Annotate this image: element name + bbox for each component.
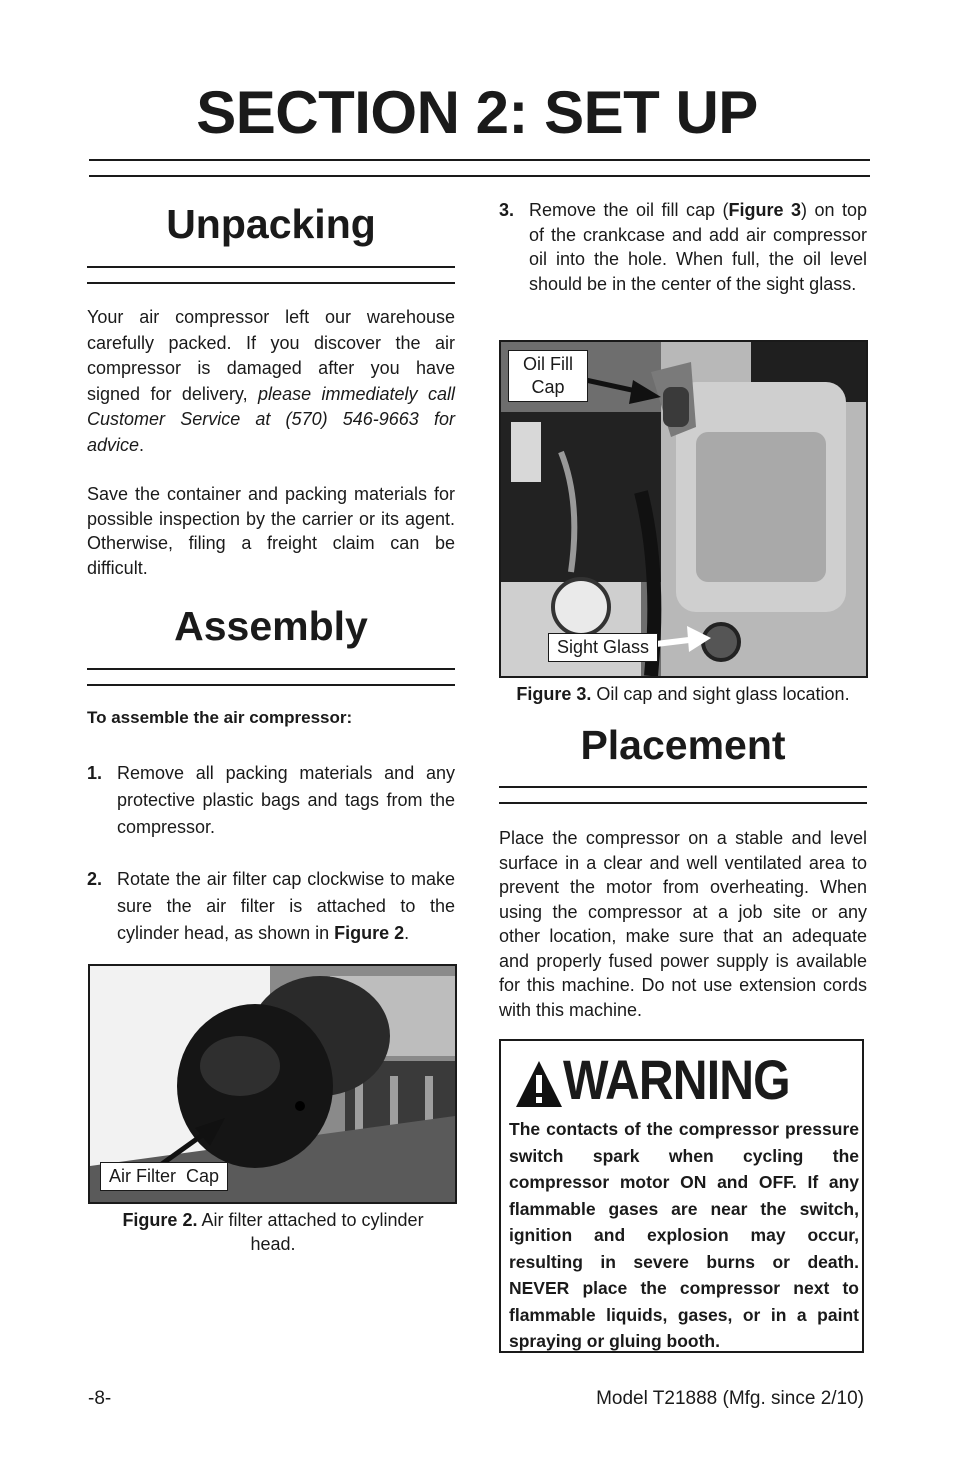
warning-box xyxy=(499,1039,864,1353)
step-text-main: Rotate the air filter cap clockwise to make sure the air filter is attached to the cylinder head, as shown in xyxy=(117,869,455,943)
figure-3-reference: Figure 3 xyxy=(728,200,801,220)
figure-3-caption xyxy=(499,682,867,706)
step-text xyxy=(529,198,867,296)
assembly-rule-top xyxy=(87,668,455,670)
placement-rule-bottom xyxy=(499,802,867,804)
step-text xyxy=(117,866,455,947)
step-text: Remove all packing materials and any protective plastic bags and tags from the compressor. xyxy=(117,763,455,837)
unpacking-rule-bottom xyxy=(87,282,455,284)
figure-2-caption-text: Air filter attached to cylinder head. xyxy=(197,1210,424,1254)
customer-service-note: please immediately call Customer Service at (570) 546-9663 for advice xyxy=(87,383,455,455)
placement-heading: Placement xyxy=(580,722,786,768)
unpacking-section-2 xyxy=(87,482,455,580)
step-number: 1. xyxy=(87,763,103,783)
figure-3-caption-label: Figure 3. xyxy=(516,684,592,704)
figure-3-photo xyxy=(499,340,868,678)
placement-rule-top xyxy=(499,786,867,788)
figure-2-caption-label: Figure 2. xyxy=(122,1210,198,1230)
unpacking-period: . xyxy=(139,434,145,455)
air-filter-cap-label: Air Filter Cap xyxy=(100,1162,228,1191)
unpacking-text: Your air compressor left our warehouse carefully packed. If you discover the air compressor is damaged after you have signed for delivery, xyxy=(87,307,455,404)
step-number: 3. xyxy=(499,200,515,220)
title-rule-bottom xyxy=(89,175,870,177)
oil-fill-cap-label: Oil Fill Cap xyxy=(508,350,588,402)
figure-2-photo xyxy=(88,964,457,1204)
step-text-end: ) on top of the crankcase and add air compressor oil into the hole. When full, the oil level should be in the center of the sight glass. xyxy=(529,200,868,294)
assembly-step-3 xyxy=(499,198,867,296)
step-text-end: . xyxy=(404,923,410,943)
unpacking-rule-top xyxy=(87,266,455,268)
figure-2-reference: Figure 2 xyxy=(334,923,405,943)
step-number: 2. xyxy=(87,869,103,889)
assembly-rule-bottom xyxy=(87,684,455,686)
unpacking-paragraph-1 xyxy=(87,305,455,458)
section-title: SECTION 2: SET UP xyxy=(196,79,758,146)
warning-header xyxy=(515,1048,855,1113)
title-rule-top xyxy=(89,159,870,161)
model-info: Model T21888 (Mfg. since 2/10) xyxy=(596,1388,864,1409)
placement-paragraph: Place the compressor on a stable and level surface in a clear and well ventilated area to prevent the motor from overheating. When using the compressor at a job site or any other location, make sure that an adequate and properly fused power supply is available for this machine. Do not use extension cords with this machine. xyxy=(499,828,867,1020)
unpacking-paragraph-2: Save the container and packing materials for possible inspection by the carrier or its agent. Otherwise, filing a freight claim can be difficult. xyxy=(87,484,455,578)
placement-section xyxy=(499,826,867,1022)
figure-3-caption-text: Oil cap and sight glass location. xyxy=(591,684,850,704)
figure-2-caption xyxy=(120,1208,426,1256)
sight-glass-label: Sight Glass xyxy=(548,633,658,662)
assembly-intro: To assemble the air compressor: xyxy=(87,708,353,727)
assembly-step-2 xyxy=(87,866,455,947)
unpacking-section xyxy=(87,305,455,458)
warning-triangle-icon xyxy=(515,1059,563,1109)
warning-text: The contacts of the compressor pressure switch spark when cycling the compressor motor ON and OFF. If any flammable gases are near the switch, ignition and explosion may occur, resulting in severe burns or death. NEVER place the compressor next to flammable liquids, gases, or in a paint spraying or gluing booth. xyxy=(509,1119,859,1351)
assembly-step-1 xyxy=(87,760,455,841)
assembly-heading: Assembly xyxy=(174,603,368,649)
page-number: -8- xyxy=(88,1388,112,1409)
unpacking-heading: Unpacking xyxy=(166,201,376,247)
step-text-main: Remove the oil fill cap ( xyxy=(529,200,729,220)
warning-label: WARNING xyxy=(563,1048,790,1111)
